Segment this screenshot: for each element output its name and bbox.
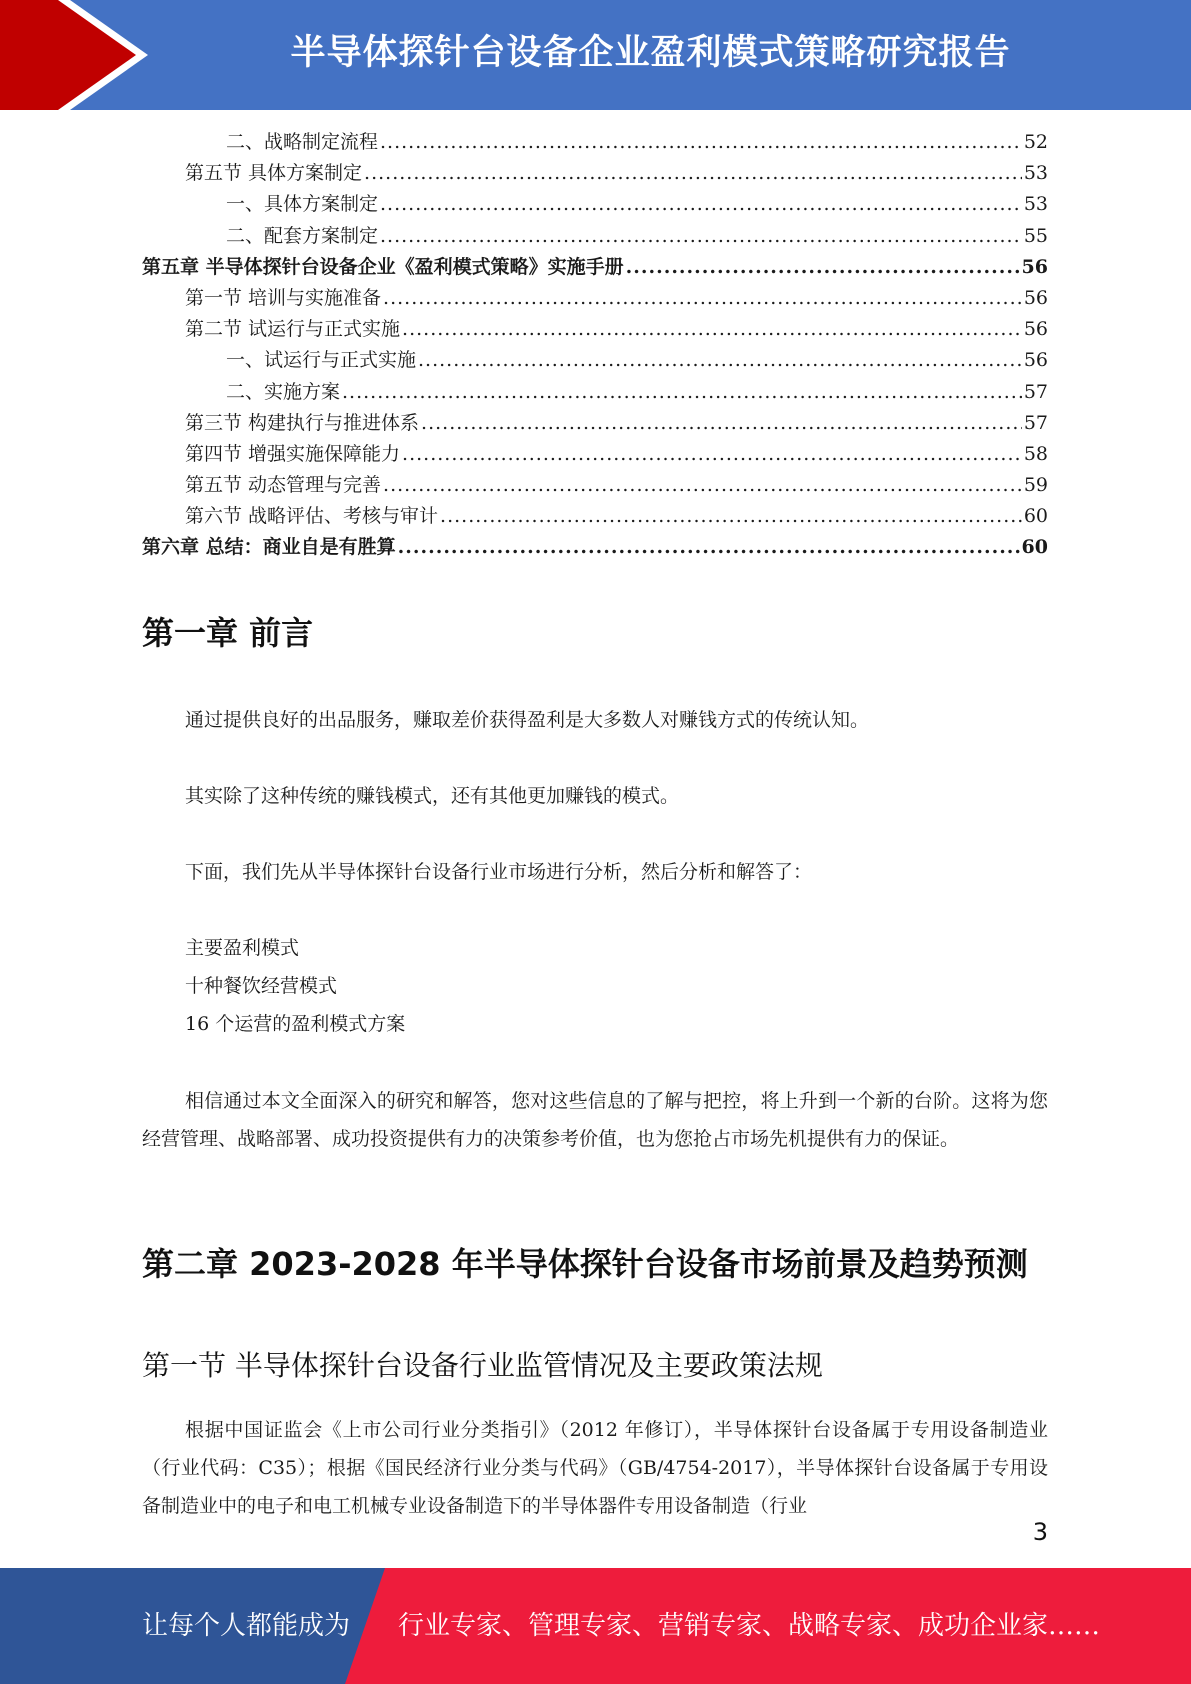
toc-entry-title: 第五节 具体方案制定 (185, 162, 363, 185)
toc-entry-title: 一、具体方案制定 (226, 193, 379, 216)
toc-entry[interactable] (142, 345, 1048, 376)
toc-entry-page: 55 (1023, 224, 1048, 247)
toc-entry-page: 53 (1023, 193, 1048, 216)
table-of-contents (142, 127, 1048, 564)
toc-entry-title: 第三节 构建执行与推进体系 (185, 411, 420, 434)
footer-slogan-right: 行业专家、管理专家、营销专家、战略专家、成功企业家…… (398, 1611, 1101, 1641)
chapter-1-paragraph-1: 通过提供良好的出品服务，赚取差价获得盈利是大多数人对赚钱方式的传统认知。 (185, 709, 870, 731)
chapter-1-paragraph-4: 相信通过本文全面深入的研究和解答，您对这些信息的了解与把控，将上升到一个新的台阶。这将为您经营管理、战略部署、成功投资提供有力的决策参考价值，也为您抢占市场先机提供有力的保证。 (142, 1090, 1048, 1150)
toc-leader-dots (380, 221, 1022, 252)
toc-entry[interactable] (142, 532, 1048, 563)
toc-entry-page: 56 (1023, 349, 1048, 372)
toc-entry[interactable] (142, 314, 1048, 345)
toc-entry-page: 56 (1021, 255, 1048, 278)
toc-entry[interactable] (142, 158, 1048, 189)
toc-entry[interactable] (142, 127, 1048, 158)
toc-entry-page: 56 (1023, 286, 1048, 309)
toc-entry-title: 第五节 动态管理与完善 (185, 474, 382, 497)
toc-entry-title: 二、实施方案 (226, 380, 341, 403)
header-chevron-decoration (0, 0, 160, 110)
toc-entry-title: 二、战略制定流程 (226, 131, 379, 153)
toc-entry-title: 第四节 增强实施保障能力 (185, 442, 401, 465)
list-item: 主要盈利模式 (185, 937, 300, 959)
toc-leader-dots (398, 532, 1020, 563)
toc-entry-page: 52 (1023, 131, 1048, 153)
chapter-2-paragraph-1: 根据中国证监会《上市公司行业分类指引》（2012 年修订），半导体探针台设备属于专用设备制造业（行业代码：C35）；根据《国民经济行业分类与代码》（GB/4754-2017），半导体探针台设备属于专用设备制造业中的电子和电工机械专业设备制造下的半导体器件专用设备制造（行业 (142, 1419, 1048, 1517)
toc-entry[interactable] (142, 221, 1048, 252)
toc-leader-dots (440, 501, 1022, 532)
chapter-2-title: 第二章 2023-2028 年半导体探针台设备市场前景及趋势预测 (142, 1245, 1028, 1283)
toc-entry-title: 二、配套方案制定 (226, 224, 379, 247)
toc-leader-dots (383, 470, 1022, 501)
list-item: 十种餐饮经营模式 (185, 975, 338, 997)
toc-entry[interactable] (142, 252, 1048, 283)
toc-entry-page: 60 (1023, 505, 1048, 528)
toc-entry[interactable] (142, 283, 1048, 314)
toc-entry-page: 56 (1023, 318, 1048, 341)
toc-entry[interactable] (142, 189, 1048, 220)
toc-entry[interactable] (142, 501, 1048, 532)
list-item: 16 个运营的盈利模式方案 (185, 1013, 406, 1035)
report-title: 半导体探针台设备企业盈利模式策略研究报告 (290, 33, 1011, 73)
toc-entry-title: 第二节 试运行与正式实施 (185, 318, 401, 341)
toc-leader-dots (626, 252, 1020, 283)
toc-entry-title: 第五章 半导体探针台设备企业《盈利模式策略》实施手册 (142, 255, 624, 278)
page-number: 3 (1032, 1518, 1048, 1546)
toc-entry-page: 59 (1023, 474, 1048, 497)
section-1-title: 第一节 半导体探针台设备行业监管情况及主要政策法规 (142, 1349, 823, 1382)
toc-entry[interactable] (142, 377, 1048, 408)
toc-entry-page: 60 (1021, 536, 1048, 559)
toc-leader-dots (383, 283, 1022, 314)
page-header (0, 0, 1191, 110)
footer-slogan-left: 让每个人都能成为 (142, 1611, 351, 1641)
toc-leader-dots (402, 439, 1022, 470)
chapter-1-paragraph-3: 下面，我们先从半导体探针台设备行业市场进行分析，然后分析和解答了： (185, 861, 813, 883)
toc-entry-page: 58 (1023, 442, 1048, 465)
toc-leader-dots (402, 314, 1022, 345)
toc-entry[interactable] (142, 470, 1048, 501)
toc-entry-title: 第一节 培训与实施准备 (185, 286, 382, 309)
toc-entry[interactable] (142, 439, 1048, 470)
toc-leader-dots (364, 158, 1022, 189)
toc-entry-title: 一、试运行与正式实施 (226, 349, 417, 372)
chapter-1-paragraph-2: 其实除了这种传统的赚钱模式，还有其他更加赚钱的模式。 (185, 785, 680, 807)
toc-leader-dots (342, 377, 1022, 408)
toc-entry[interactable] (142, 408, 1048, 439)
toc-leader-dots (380, 189, 1022, 220)
toc-leader-dots (421, 408, 1022, 439)
page-footer (0, 1568, 1191, 1684)
toc-entry-page: 57 (1023, 411, 1048, 434)
toc-entry-title: 第六节 战略评估、考核与审计 (185, 505, 439, 528)
toc-entry-title: 第六章 总结：商业自是有胜算 (142, 536, 396, 559)
toc-leader-dots (380, 127, 1022, 158)
toc-entry-page: 57 (1023, 380, 1048, 403)
toc-entry-page: 53 (1023, 162, 1048, 185)
toc-leader-dots (418, 345, 1022, 376)
chapter-1-title: 第一章 前言 (142, 614, 314, 652)
